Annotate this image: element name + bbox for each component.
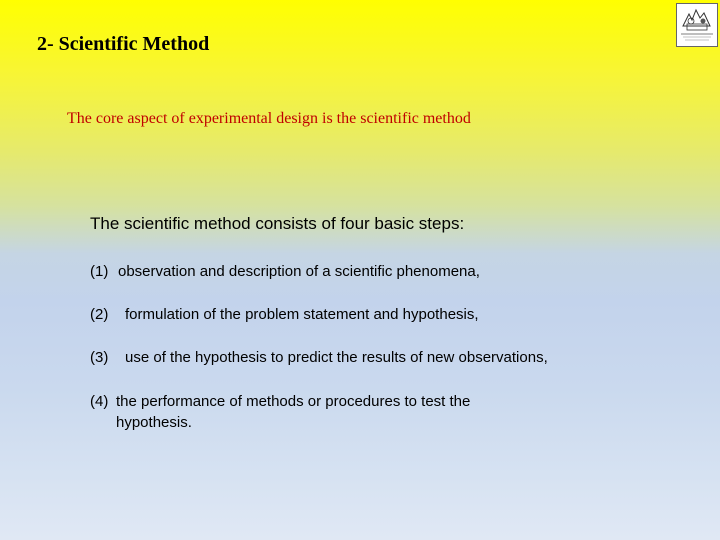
step-number: (2): [90, 306, 109, 323]
step-item: [90, 347, 650, 369]
step-text: formulation of the problem statement and hypothesis,: [125, 306, 479, 323]
step-text: use of the hypothesis to predict the results of new observations,: [125, 349, 548, 366]
step-number: (3): [90, 349, 109, 366]
slide-subtitle: The core aspect of experimental design is the scientific method: [67, 110, 471, 127]
institution-logo-icon: [676, 3, 718, 47]
step-text: the performance of methods or procedures to test the hypothesis.: [116, 393, 471, 431]
step-item: [90, 261, 610, 283]
step-number: (4): [90, 393, 109, 410]
step-number: (1): [90, 263, 109, 280]
slide-title: 2- Scientific Method: [37, 33, 210, 55]
step-text: observation and description of a scientific phenomena,: [118, 263, 480, 280]
step-item: [90, 391, 560, 435]
step-item: [90, 304, 610, 326]
steps-heading: The scientific method consists of four basic steps:: [90, 214, 465, 233]
